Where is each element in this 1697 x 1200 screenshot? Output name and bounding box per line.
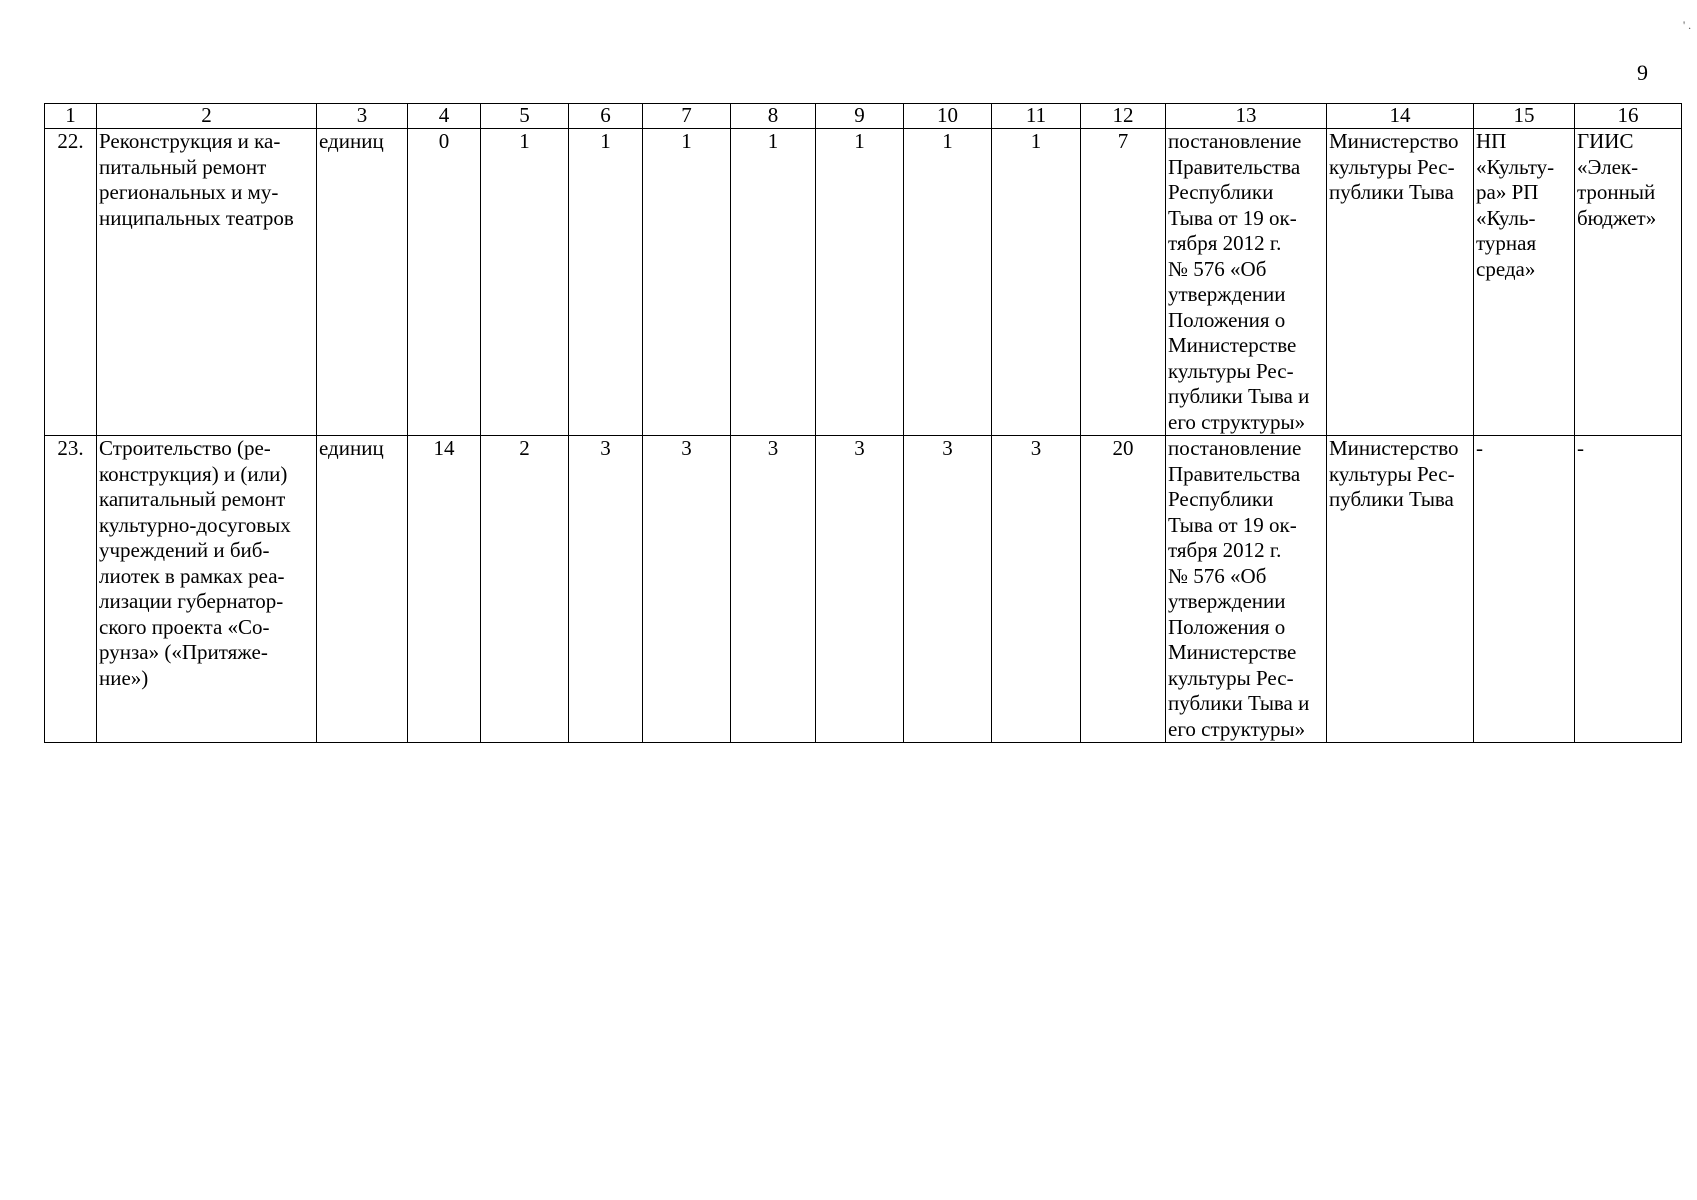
project-link-line: НП (1476, 129, 1507, 153)
value-cell: 2 (481, 436, 569, 743)
information-system (1575, 436, 1682, 743)
legal-basis-line: № 576 «Об (1168, 256, 1267, 281)
legal-basis-line: Тыва от 19 ок- (1168, 512, 1297, 537)
indicator-name-line: Строительство (ре- (99, 436, 271, 460)
header-cell-2: 2 (97, 104, 317, 129)
header-cell-5: 5 (481, 104, 569, 129)
legal-basis-line: утверждении (1168, 282, 1286, 306)
legal-basis-line: Положения о (1168, 307, 1286, 332)
indicator-name-line: культурно-досуговых (99, 512, 291, 537)
table-row (45, 129, 1682, 436)
row-number: 23. (45, 436, 97, 743)
responsible-body-line: Министерство (1329, 436, 1459, 460)
page-number: 9 (1637, 60, 1648, 85)
legal-basis-line: Министерстве (1168, 333, 1297, 357)
responsible-body-line: публики Тыва (1329, 180, 1454, 204)
legal-basis-line: Тыва от 19 ок- (1168, 205, 1297, 230)
indicator-name-line: ние») (99, 665, 149, 690)
information-system-line: - (1577, 436, 1584, 460)
header-cell-15: 15 (1474, 104, 1575, 129)
project-link-line: ра» РП (1476, 180, 1539, 204)
indicator-name-line: ниципальных театров (99, 205, 294, 230)
legal-basis-line: культуры Рес- (1168, 358, 1294, 383)
header-cell-4: 4 (408, 104, 481, 129)
value-cell: 20 (1081, 436, 1166, 743)
value-cell: 3 (992, 436, 1081, 743)
legal-basis-line: его структуры» (1168, 409, 1306, 434)
row-number: 22. (45, 129, 97, 436)
indicator-name-line: питальный ремонт (99, 154, 267, 179)
unit-of-measure: единиц (317, 129, 408, 436)
table-row (45, 436, 1682, 743)
header-cell-16: 16 (1575, 104, 1682, 129)
value-cell: 7 (1081, 129, 1166, 436)
indicator-name-line: лиотек в рамках реа- (99, 563, 285, 588)
header-cell-3: 3 (317, 104, 408, 129)
header-cell-11: 11 (992, 104, 1081, 129)
indicator-name-line: региональных и му- (99, 180, 279, 204)
header-cell-1: 1 (45, 104, 97, 129)
indicator-name-line: рунза» («Притяже- (99, 640, 268, 664)
legal-basis-line: Правительства (1168, 154, 1301, 179)
legal-basis-line: тября 2012 г. (1168, 538, 1282, 562)
project-link-line: турная (1476, 231, 1537, 255)
indicator-name-line: капитальный ремонт (99, 487, 286, 511)
indicator-name-line: учреждений и биб- (99, 538, 270, 562)
legal-basis-line: постановление (1168, 436, 1302, 460)
project-link-line: среда» (1476, 256, 1536, 281)
value-cell: 1 (992, 129, 1081, 436)
value-cell: 1 (904, 129, 992, 436)
information-system-line: бюджет» (1577, 205, 1657, 230)
legal-basis-line: публики Тыва и (1168, 384, 1310, 408)
value-cell: 3 (816, 436, 904, 743)
value-cell: 3 (904, 436, 992, 743)
responsible-body-line: культуры Рес- (1329, 154, 1455, 179)
indicator-name-line: лизации губернатор- (99, 589, 284, 613)
unit-of-measure: единиц (317, 436, 408, 743)
legal-basis-line: утверждении (1168, 589, 1286, 613)
project-link-line: «Куль- (1476, 205, 1536, 230)
legal-basis-line: постановление (1168, 129, 1302, 153)
indicator-name-line: конструкция) и (или) (99, 461, 288, 486)
value-cell: 1 (816, 129, 904, 436)
header-cell-12: 12 (1081, 104, 1166, 129)
legal-basis-line: Республики (1168, 180, 1274, 204)
responsible-body-line: публики Тыва (1329, 487, 1454, 511)
indicator-name (97, 436, 317, 743)
value-cell: 1 (643, 129, 731, 436)
value-cell: 14 (408, 436, 481, 743)
header-cell-8: 8 (731, 104, 816, 129)
project-link (1474, 129, 1575, 436)
legal-basis-line: Республики (1168, 487, 1274, 511)
responsible-body-line: культуры Рес- (1329, 461, 1455, 486)
value-cell: 1 (481, 129, 569, 436)
responsible-body-line: Министерство (1329, 129, 1459, 153)
legal-basis-line: культуры Рес- (1168, 665, 1294, 690)
information-system-line: «Элек- (1577, 154, 1639, 179)
information-system-line: тронный (1577, 180, 1656, 204)
legal-basis-line: Министерстве (1168, 640, 1297, 664)
responsible-body (1327, 436, 1474, 743)
value-cell: 1 (569, 129, 643, 436)
legal-basis-line: его структуры» (1168, 716, 1306, 741)
project-link-line: - (1476, 436, 1483, 460)
header-cell-13: 13 (1166, 104, 1327, 129)
value-cell: 3 (569, 436, 643, 743)
indicators-table (44, 103, 1682, 743)
indicator-name (97, 129, 317, 436)
value-cell: 3 (731, 436, 816, 743)
legal-basis-line: № 576 «Об (1168, 563, 1267, 588)
legal-basis (1166, 129, 1327, 436)
header-cell-14: 14 (1327, 104, 1474, 129)
value-cell: 1 (731, 129, 816, 436)
information-system (1575, 129, 1682, 436)
header-cell-7: 7 (643, 104, 731, 129)
legal-basis-line: Положения о (1168, 614, 1286, 639)
project-link-line: «Культу- (1476, 154, 1555, 179)
value-cell: 0 (408, 129, 481, 436)
header-cell-9: 9 (816, 104, 904, 129)
information-system-line: ГИИС (1577, 129, 1634, 153)
value-cell: 3 (643, 436, 731, 743)
legal-basis-line: Правительства (1168, 461, 1301, 486)
indicator-name-line: ского проекта «Со- (99, 614, 270, 639)
scan-corner-mark: ' . (1683, 18, 1692, 32)
legal-basis-line: публики Тыва и (1168, 691, 1310, 715)
legal-basis (1166, 436, 1327, 743)
header-cell-6: 6 (569, 104, 643, 129)
indicator-name-line: Реконструкция и ка- (99, 129, 281, 153)
header-cell-10: 10 (904, 104, 992, 129)
responsible-body (1327, 129, 1474, 436)
project-link (1474, 436, 1575, 743)
legal-basis-line: тября 2012 г. (1168, 231, 1282, 255)
table-header-row (45, 104, 1682, 129)
